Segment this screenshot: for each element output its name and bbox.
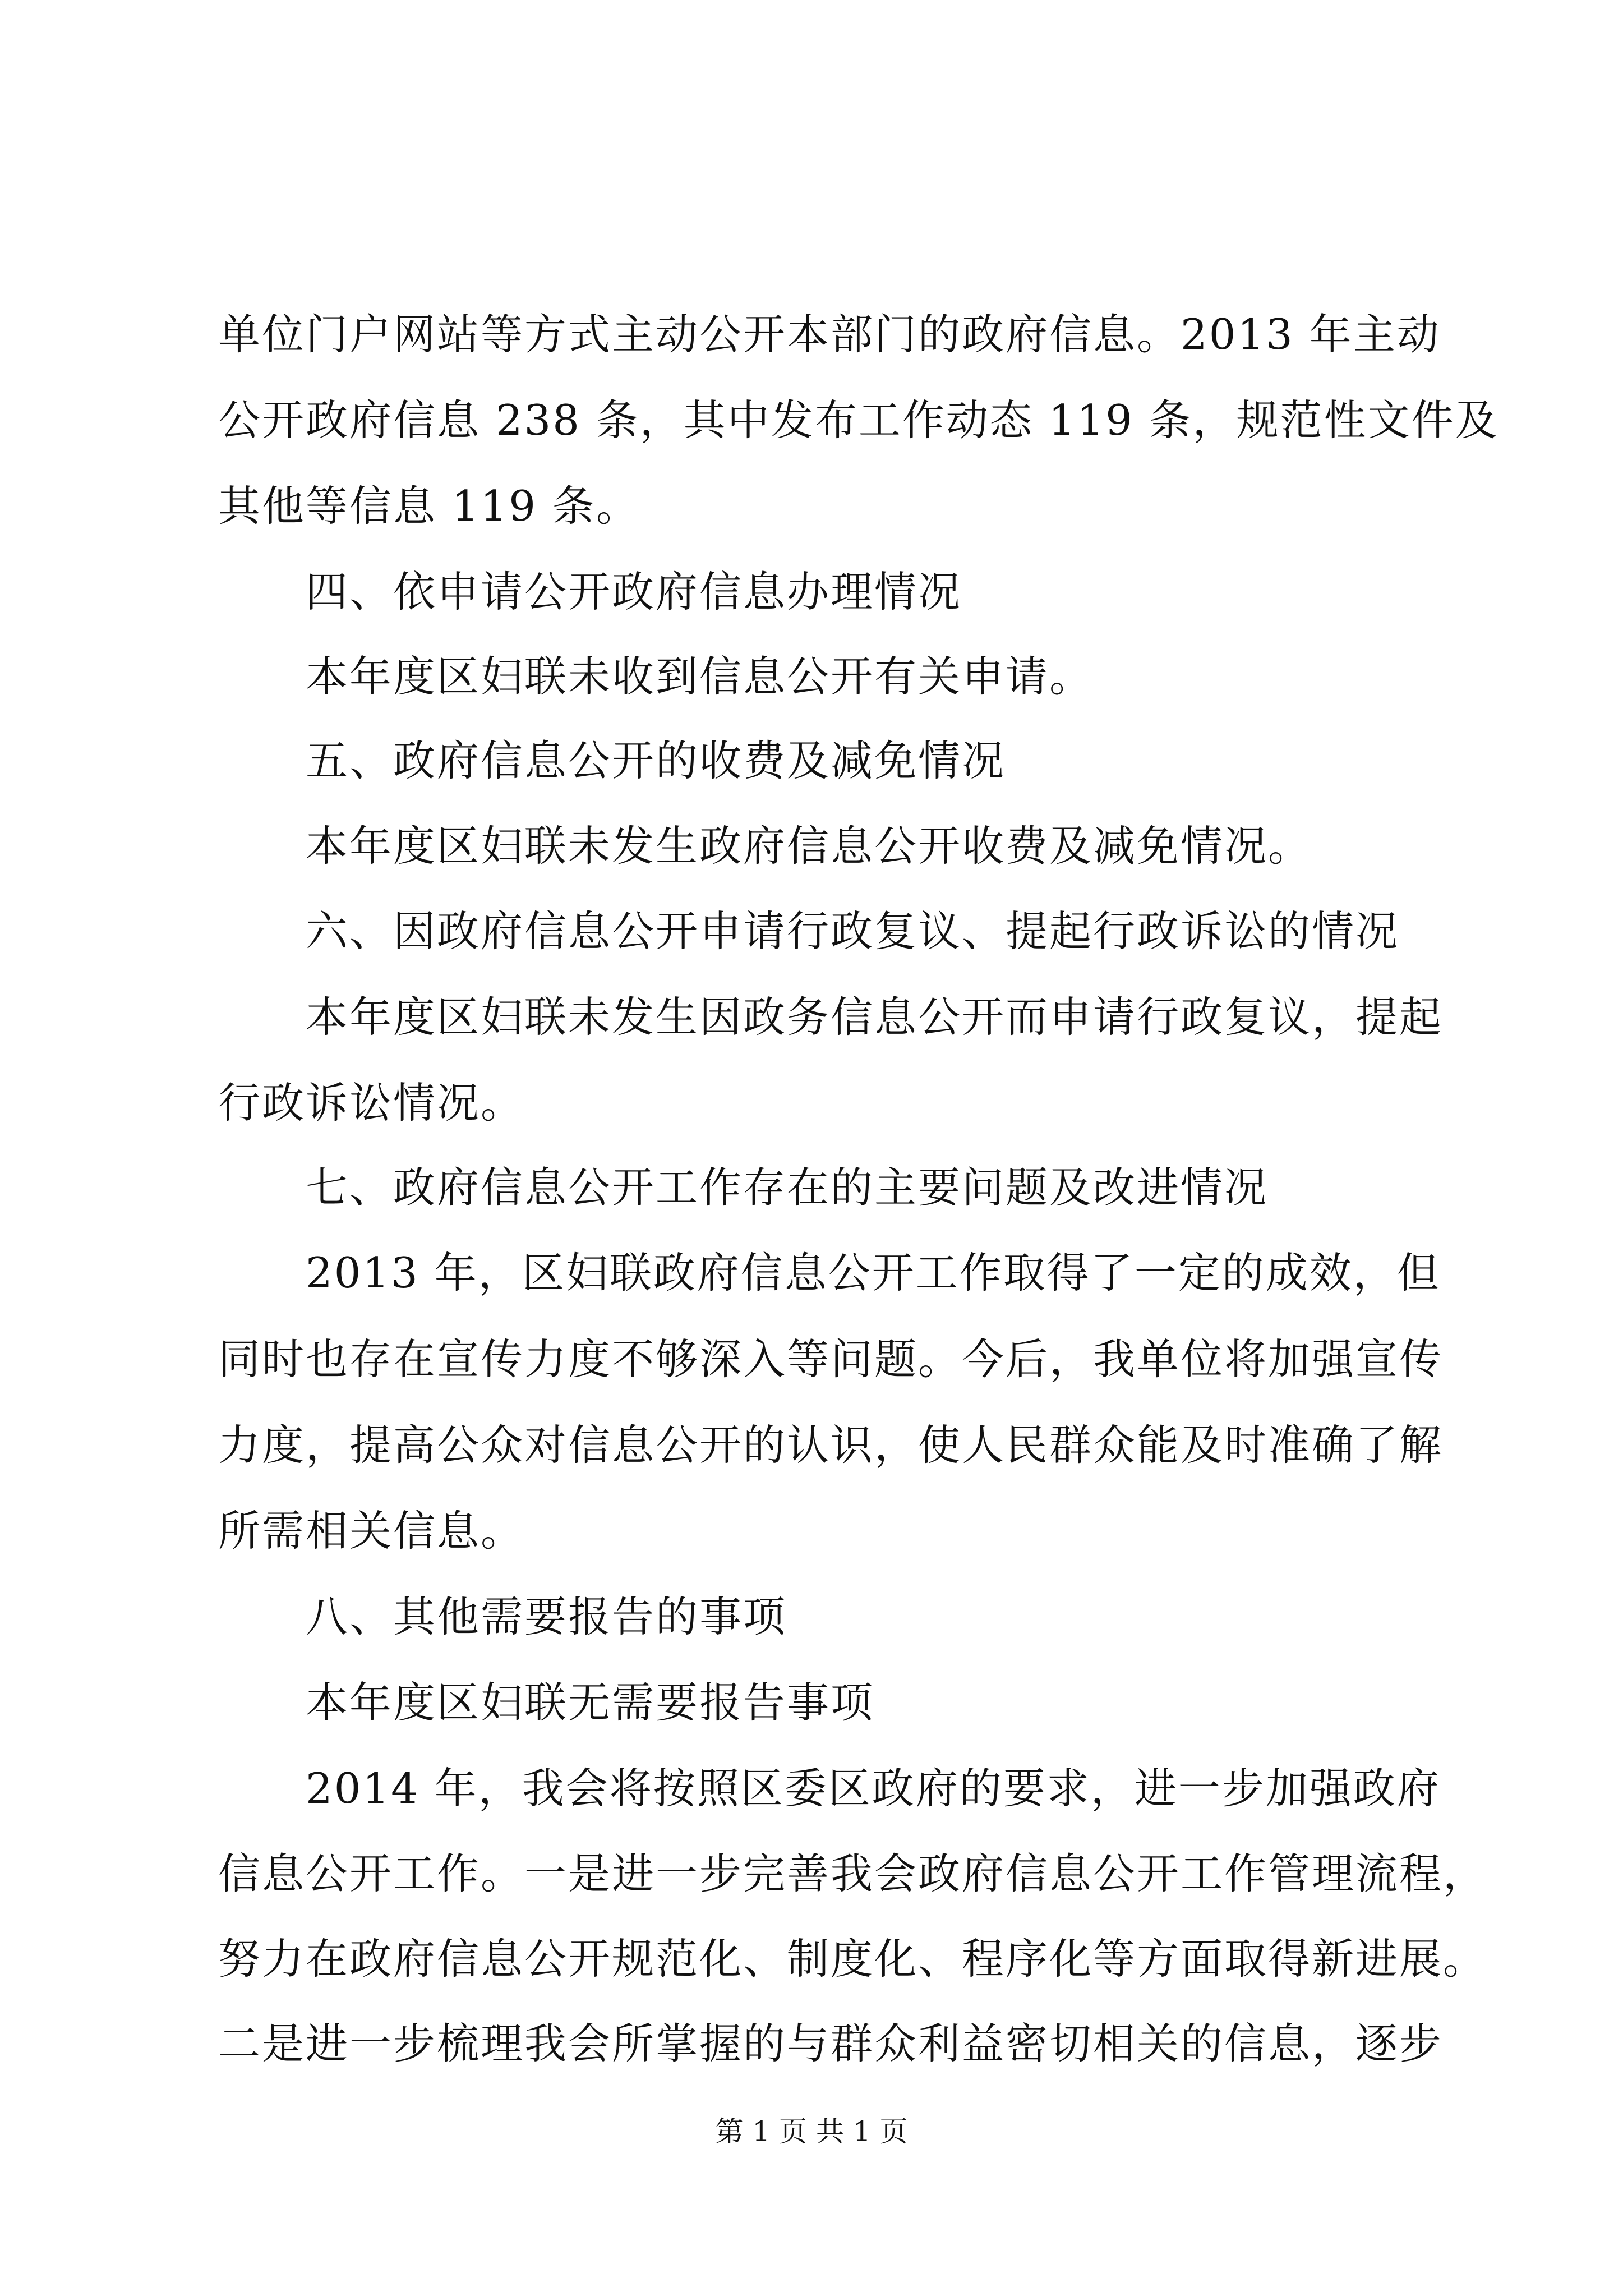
body-line: 单位门户网站等方式主动公开本部门的政府信息。2013 年主动	[218, 310, 1441, 359]
body-line: 公开政府信息 238 条，其中发布工作动态 119 条，规范性文件及	[218, 395, 1499, 445]
section-heading: 五、政府信息公开的收费及减免情况	[306, 736, 1006, 785]
body-line: 其他等信息 119 条。	[218, 481, 640, 531]
body-line: 本年度区妇联未发生政府信息公开收费及减免情况。	[306, 821, 1312, 871]
body-line: 二是进一步梳理我会所掌握的与群众利益密切相关的信息，逐步	[218, 2019, 1444, 2068]
section-heading: 八、其他需要报告的事项	[306, 1592, 787, 1641]
body-line: 力度，提高公众对信息公开的认识，使人民群众能及时准确了解	[218, 1420, 1444, 1470]
body-line: 同时也存在宣传力度不够深入等问题。今后，我单位将加强宣传	[218, 1335, 1444, 1384]
page-number-footer: 第 1 页 共 1 页	[715, 2115, 908, 2148]
section-heading: 七、政府信息公开工作存在的主要问题及改进情况	[306, 1163, 1269, 1212]
section-heading: 六、因政府信息公开申请行政复议、提起行政诉讼的情况	[306, 907, 1400, 956]
body-line: 本年度区妇联无需要报告事项	[306, 1678, 875, 1727]
body-line: 信息公开工作。一是进一步完善我会政府信息公开工作管理流程，	[218, 1849, 1487, 1898]
body-line: 2013 年，区妇联政府信息公开工作取得了一定的成效，但	[306, 1248, 1441, 1297]
body-line: 所需相关信息。	[218, 1506, 525, 1556]
body-line: 行政诉讼情况。	[218, 1078, 525, 1128]
body-line: 2014 年，我会将按照区委区政府的要求，进一步加强政府	[306, 1764, 1441, 1813]
section-heading: 四、依申请公开政府信息办理情况	[306, 567, 962, 616]
body-line: 努力在政府信息公开规范化、制度化、程序化等方面取得新进展。	[218, 1934, 1487, 1984]
body-line: 本年度区妇联未收到信息公开有关申请。	[306, 652, 1094, 701]
body-line: 本年度区妇联未发生因政务信息公开而申请行政复议，提起	[306, 992, 1444, 1042]
